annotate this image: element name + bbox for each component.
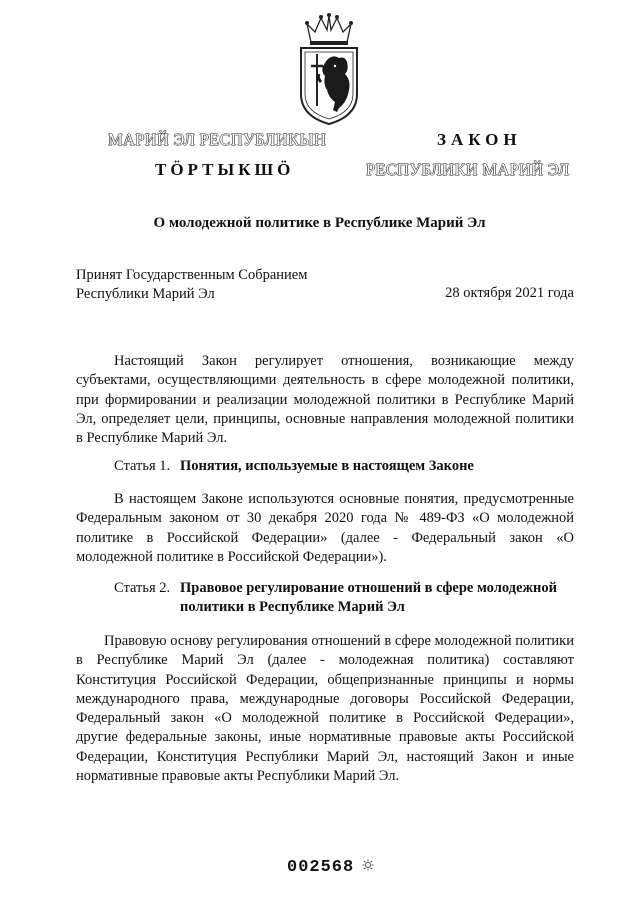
coat-of-arms-icon — [293, 12, 365, 128]
adoption-date: 28 октября 2021 года — [445, 285, 574, 301]
law-title: О молодежной политике в Республике Марий Эл — [153, 215, 486, 231]
adoption-block — [76, 266, 307, 304]
document-number: 002568 — [287, 858, 355, 877]
article-1-number: Статья 1. — [114, 458, 171, 474]
article-2-title-line1: Правовое регулирование отношений в сфере молодежной — [180, 580, 557, 596]
header-right-line1: ЗАКОН — [437, 130, 522, 149]
article-1-title: Понятия, используемые в настоящем Законе — [180, 458, 474, 474]
article-2-heading — [114, 579, 557, 617]
header-left-line1: МАРИЙ ЭЛ РЕСПУБЛИКЫН — [108, 130, 327, 149]
header-right-line2: РЕСПУБЛИКИ МАРИЙ ЭЛ — [366, 160, 570, 179]
article-2-body: Правовую основу регулирования отношений в сфере молодежной политики в Республике Марий Эл (далее - молодежная политика) составляют Конституция Российской Федерации, общепризнанные принципы и нормы международного права, международные договоры Российской Федерации, Федеральный закон «О молодежной политике в Российской Федерации», другие федеральные законы, иные нормативные правовые акты Российской Федерации, Конституция Республики Марий Эл, настоящий Закон и иные нормативные правовые акты Республики Марий Эл. — [76, 633, 574, 785]
header-left-line2: ТӦРТЫКШӦ — [155, 160, 295, 179]
article-1-heading — [114, 457, 474, 476]
adoption-line2: Республики Марий Эл — [76, 286, 215, 302]
adoption-line1: Принят Государственным Собранием — [76, 267, 308, 283]
preamble-paragraph: Настоящий Закон регулирует отношения, возникающие между субъектами, осуществляющими деятельность в сфере молодежной политики, при формировании и реализации молодежной политики в Республике Марий Эл, определяет цели, принципы, основные направления молодежной политики в Республике Марий Эл. — [76, 353, 574, 447]
article-1-body: В настоящем Законе используются основные понятия, предусмотренные Федеральным законом от 30 декабря 2020 года № 489-ФЗ «О молодежной политике в Российской Федерации» (далее - Федеральный закон «О молодежной политике в Российской Федерации»). — [76, 491, 574, 565]
article-2-number: Статья 2. — [114, 580, 171, 596]
article-2-title-line2: политики в Республике Марий Эл — [180, 599, 405, 615]
stamp-mark-icon — [362, 859, 374, 875]
